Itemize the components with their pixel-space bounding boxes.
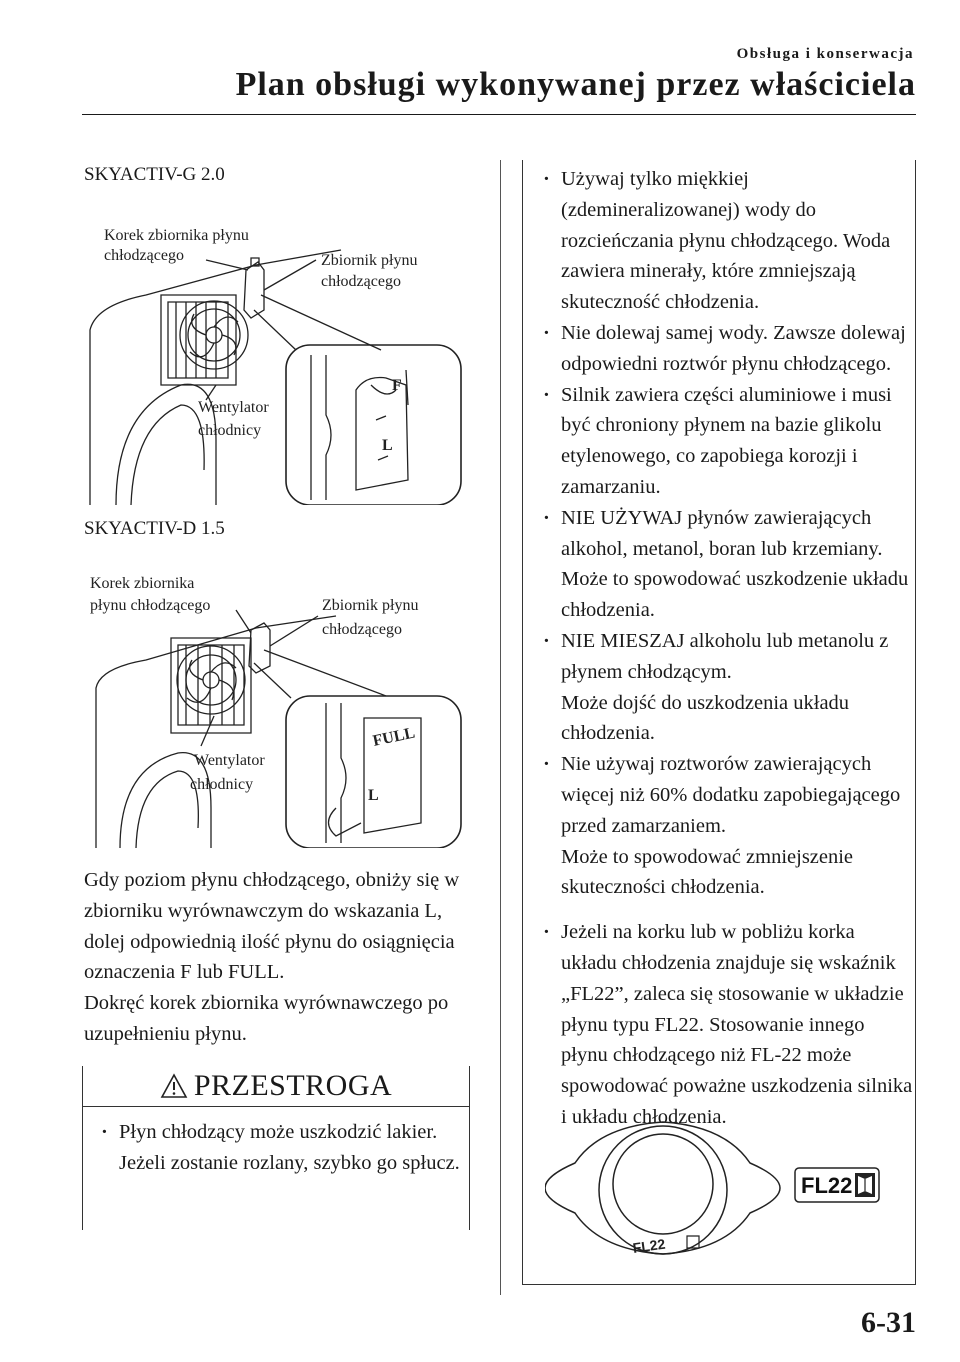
caution-title: PRZESTROGA — [193, 1069, 393, 1102]
figure2-cap-label-line1: Korek zbiornika — [90, 575, 195, 592]
caution-box — [82, 1066, 470, 1230]
figure1-fan-label-line1: Wentylator — [198, 399, 269, 416]
fl22-cap-illustration — [545, 1118, 905, 1258]
warning-triangle-icon — [160, 1073, 188, 1099]
caution-header — [83, 1066, 469, 1107]
page-title: Plan obsługi wykonywanej przez właściciela — [235, 66, 916, 103]
figure1-tank-label-line1: Zbiornik płynu — [321, 252, 418, 269]
body-text — [84, 865, 484, 1050]
list-item: · Jeżeli na korku lub w pobliżu korka układu chłodzenia znajduje się wskaźnik „FL22”, zaleca się stosowanie w układzie płynu typu FL22. Stosowanie innego płynu chłodzącego niż FL-22 może spowodować poważne uszkodzenia silnika i układu chłodzenia. — [533, 917, 915, 1133]
figure1-cap-label-line1: Korek zbiornika płynu — [104, 227, 249, 244]
figure2-tank-label-line2: chłodzącego — [322, 621, 402, 638]
figure1-mark-f: F — [392, 377, 402, 394]
figure2-fan-label-line1: Wentylator — [194, 752, 265, 769]
header-section-label: Obsługa i konserwacja — [736, 46, 914, 62]
right-list — [523, 164, 915, 1133]
figure1-heading: SKYACTIV-G 2.0 — [84, 164, 225, 185]
fl22-badge-text: FL22 — [801, 1173, 853, 1198]
figure1-fan-label-line2: chłodnicy — [198, 422, 262, 439]
caution-item: · Płyn chłodzący może uszkodzić lakier. Jeżeli zostanie rozlany, szybko go spłucz. — [95, 1117, 469, 1179]
list-item: · Nie używaj roztworów zawierających więcej niż 60% dodatku zapobiegającego przed zamarzaniem. Może to spowodować zmniejszenie skuteczności chłodzenia. — [533, 749, 915, 903]
figure2-mark-full: FULL — [371, 724, 417, 750]
page-number: 6-31 — [861, 1306, 916, 1339]
figure1-cap-label-line2: chłodzącego — [104, 247, 184, 264]
list-item: · Nie dolewaj samej wody. Zawsze dolewaj odpowiedni roztwór płynu chłodzącego. — [533, 318, 915, 380]
figure1-mark-l: L — [382, 437, 393, 454]
caution-list — [83, 1117, 469, 1179]
body-paragraph-1: Gdy poziom płynu chłodzącego, obniży się w zbiorniku wyrównawczym do wskazania L, dolej odpowiednią ilość płynu do osiągnięcia oznaczenia F lub FULL. — [84, 869, 460, 984]
figure1-tank-label-line2: chłodzącego — [321, 273, 401, 290]
right-info-box — [522, 160, 916, 1285]
header-rule — [82, 114, 916, 115]
figure2-cap-label-line2: płynu chłodzącego — [90, 597, 211, 614]
figure1-diagram — [86, 210, 466, 505]
list-item: · Silnik zawiera części aluminiowe i musi być chroniony płynem na bazie glikolu etylenowego, co zapobiega korozji i zamarzaniu. — [533, 380, 915, 503]
fl22-cap-text: FL22 — [631, 1235, 667, 1257]
fl22-badge — [795, 1168, 879, 1202]
figure2-tank-label-line1: Zbiornik płynu — [322, 597, 419, 614]
body-paragraph-2: Dokręć korek zbiornika wyrównawczego po uzupełnieniu płynu. — [84, 992, 449, 1045]
list-item: · NIE MIESZAJ alkoholu lub metanolu z płynem chłodzącym. Może dojść do uszkodzenia układu chłodzenia. — [533, 626, 915, 749]
figure2-fan-label-line2: chłodnicy — [190, 776, 254, 793]
list-item: · Używaj tylko miękkiej (zdemineralizowanej) wody do rozcieńczania płynu chłodzącego. Woda zawiera minerały, które zmniejszają skuteczność chłodzenia. — [533, 164, 915, 318]
figure2-heading: SKYACTIV-D 1.5 — [84, 518, 225, 539]
figure2-mark-l: L — [368, 787, 379, 804]
column-divider — [500, 160, 501, 1295]
list-item: · NIE UŻYWAJ płynów zawierających alkohol, metanol, boran lub krzemiany. Może to spowodować uszkodzenie układu chłodzenia. — [533, 503, 915, 626]
figure2-diagram — [86, 568, 466, 848]
